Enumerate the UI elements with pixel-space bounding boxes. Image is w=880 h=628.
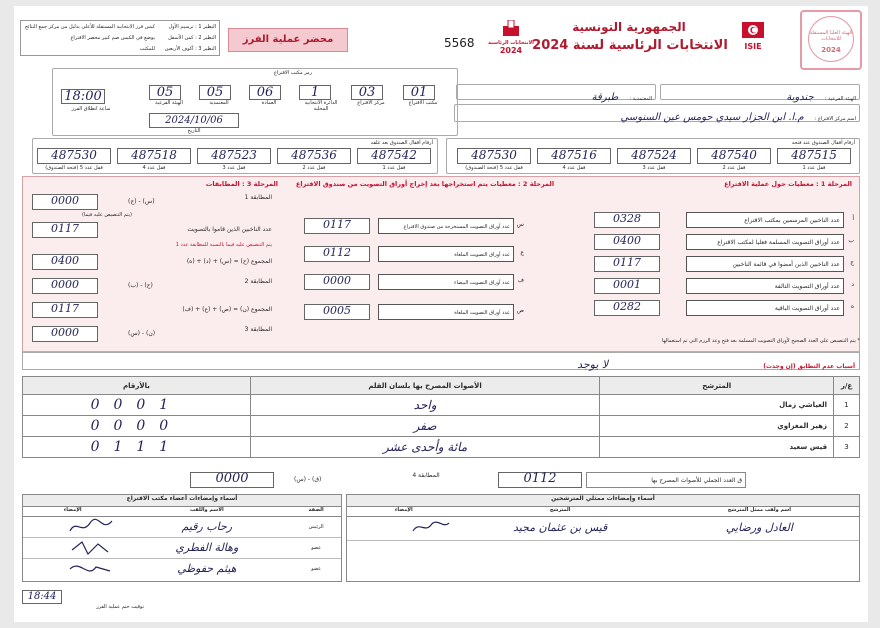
- rep-row: [347, 517, 859, 541]
- time-digits: [61, 89, 121, 104]
- match3-label: المطابقة 3: [244, 326, 272, 333]
- stage3-title: المرحلة 3 : المطابقات: [205, 180, 278, 188]
- candidate-digits[interactable]: 0000: [23, 416, 251, 437]
- stage2-row: [304, 304, 524, 320]
- form-title-box: [228, 28, 348, 52]
- candidate-number: 1: [834, 395, 860, 416]
- election-logo: [488, 20, 534, 64]
- legend-line: النظير 1 : ترسيم الأول: [168, 24, 216, 30]
- municipality-row: [456, 84, 656, 103]
- stage1-value[interactable]: 0282: [594, 300, 660, 316]
- center-label: اسم مركز الاقتراع :: [814, 116, 856, 122]
- code-digit[interactable]: 01: [403, 85, 435, 100]
- seal-right-label: قفل عدد 4: [562, 165, 586, 171]
- code-field-2: [299, 85, 343, 112]
- match1-formula: (ج) - (س): [128, 198, 155, 205]
- location-block: [454, 84, 860, 126]
- seal-right[interactable]: 487530: [457, 148, 531, 164]
- match1-label: المطابقة 1: [244, 194, 272, 201]
- code-field-3: [249, 85, 289, 106]
- match2-formula: (ب) - (ح): [128, 282, 153, 289]
- candidate-words[interactable]: مائة وأحدى عشر: [250, 437, 600, 458]
- col-digits: بالأرقام: [23, 377, 251, 395]
- center-row: [454, 104, 860, 122]
- code-field-4: [199, 85, 239, 106]
- seal-right[interactable]: 487524: [617, 148, 691, 164]
- code-digit[interactable]: 1: [299, 85, 331, 100]
- stage2-label: عدد أوراق التصويت الملغاة: [378, 246, 514, 262]
- code-label: العمادة: [261, 100, 277, 106]
- seal-left[interactable]: 487523: [197, 148, 271, 164]
- code-label: المعتمدية: [209, 100, 229, 106]
- stage2-value[interactable]: 0005: [304, 304, 370, 320]
- col-rep: اسم ولقب ممثل المترشح: [727, 507, 791, 513]
- sum2-value[interactable]: 0117: [32, 302, 98, 318]
- date-value[interactable]: 2024/10/06: [149, 113, 239, 128]
- seal-left[interactable]: 487536: [277, 148, 351, 164]
- seals-right-caption: أرقام أقفال الصندوق عند فتحه: [791, 140, 855, 146]
- stage2-label: عدد أوراق التصويت المستخرجة من صندوق الاقتراع: [378, 218, 514, 234]
- member-role: عضو: [311, 566, 322, 572]
- stage2-label: عدد أوراق التصويت الملغاة: [378, 304, 514, 320]
- reps-header: [347, 507, 859, 517]
- col-name: الاسم واللقب: [190, 507, 224, 513]
- stage1-title: المرحلة 1 : معطيات حول عملية الاقتراع: [724, 180, 852, 188]
- candidate-name: زهير المغزاوي: [600, 416, 834, 437]
- table-row: [23, 437, 860, 458]
- code-label: الهيئة الفرعية: [155, 100, 183, 106]
- stage1-label: عدد الناخبين الذين أمضوا في قائمة الناخبين: [686, 256, 844, 272]
- stage2-value[interactable]: 0000: [304, 274, 370, 290]
- code-digit[interactable]: 05: [149, 85, 181, 100]
- signature-scribble: [401, 517, 461, 537]
- signature-scribble: [62, 517, 122, 537]
- match1-hint: (يتم التنصيص عليه فيما): [82, 212, 132, 218]
- stage1-label: عدد أوراق التصويت التالفة: [686, 278, 844, 294]
- stamp-year: 2024: [821, 46, 841, 54]
- stage1-code: ه: [850, 303, 854, 310]
- seal-right[interactable]: 487540: [697, 148, 771, 164]
- signatures-office: [22, 494, 342, 582]
- code-digit[interactable]: 03: [351, 85, 383, 100]
- col-candidate: المترشح: [600, 377, 834, 395]
- stage1-row: [594, 212, 854, 228]
- seal-left[interactable]: 487518: [117, 148, 191, 164]
- stage1-row: [594, 256, 854, 272]
- rep-name[interactable]: العادل ورضايي: [725, 521, 793, 534]
- date-caption: التاريخ: [187, 128, 201, 134]
- total-label: [586, 472, 746, 488]
- rep-signature[interactable]: [347, 517, 461, 540]
- code-field-5: [149, 85, 189, 106]
- stage1-value[interactable]: 0117: [594, 256, 660, 272]
- stage1-label: عدد أوراق التصويت الباقية: [686, 300, 844, 316]
- remarks-row: [22, 352, 860, 370]
- end-time-label: توقيت ختم عملية الفرز: [96, 604, 144, 610]
- match3-value[interactable]: 0000: [32, 326, 98, 342]
- member-signature[interactable]: [23, 517, 122, 537]
- stage2-row: [304, 246, 524, 262]
- seals-left-block: [32, 138, 438, 174]
- seal-right-label: قفل عدد 2: [722, 165, 746, 171]
- stage2-row: [304, 274, 524, 290]
- col-number: ع/ر: [834, 377, 860, 395]
- time-value[interactable]: 18:00: [61, 89, 105, 104]
- stage2-title: المرحلة 2 : معطيات يتم استخراجها بعد إخراج أوراق التصويت من صندوق الاقتراع: [295, 180, 555, 188]
- candidate-words[interactable]: واحد: [250, 395, 600, 416]
- form-number: 5568: [444, 36, 475, 50]
- match4-formula: (س) - (ق): [294, 476, 322, 483]
- seal-left-label: قفل عدد 1: [382, 165, 406, 171]
- signatures-reps: [346, 494, 860, 582]
- stage1-value[interactable]: 0328: [594, 212, 660, 228]
- election-title: الانتخابات الرئاسية لسنة 2024: [532, 38, 728, 53]
- sub-authority-value[interactable]: جندوبة: [786, 92, 814, 103]
- signature-scribble: [62, 538, 122, 558]
- time-field: [61, 89, 121, 112]
- seal-left[interactable]: 487530: [37, 148, 111, 164]
- match2-value[interactable]: 0000: [32, 278, 98, 294]
- date-field: [149, 113, 239, 134]
- candidates-header: [23, 377, 860, 395]
- stage2-label: عدد أوراق التصويت البيضاء: [378, 274, 514, 290]
- sum-value[interactable]: 0400: [32, 254, 98, 270]
- member-name[interactable]: هيثم حفوظي: [177, 562, 237, 575]
- seal-right[interactable]: 487515: [777, 148, 851, 164]
- stage2-row: [304, 218, 524, 234]
- member-name[interactable]: رحاب رقيم: [181, 520, 233, 533]
- member-row: [23, 559, 341, 580]
- candidate-words[interactable]: صفر: [250, 416, 600, 437]
- stamp-text: الهيئة العليا المستقلة للانتخابات: [809, 30, 853, 42]
- member-role: عضو: [311, 545, 322, 551]
- legend-note: للمكتب: [139, 46, 155, 52]
- sum2-label: المجموع (ن) = (ص) + (ع) + (ف): [182, 306, 272, 313]
- end-time-value[interactable]: 18:44: [22, 590, 62, 604]
- seal-right-label: قفل عدد 5 (فتحة الصندوق): [465, 165, 523, 171]
- total-value[interactable]: 0112: [498, 472, 582, 488]
- seal-left-label: قفل عدد 5 (فتحة الصندوق): [45, 165, 103, 171]
- candidate-number: 2: [834, 416, 860, 437]
- isie-label: ISIE: [744, 42, 762, 51]
- legend-line: النظير 2 : كمن الأسفل: [168, 35, 216, 41]
- code-label: مركز الاقتراع: [357, 100, 385, 106]
- member-row: [23, 538, 341, 559]
- code-label: مكتب الاقتراع: [408, 100, 438, 106]
- stage3-block: [28, 192, 278, 342]
- stage1-row: [594, 300, 854, 316]
- table-row: [23, 416, 860, 437]
- code-digit[interactable]: 06: [249, 85, 281, 100]
- candidates-table: [22, 376, 860, 458]
- voters-value[interactable]: 0117: [32, 222, 98, 238]
- municipality-label: المعتمدية :: [629, 96, 652, 102]
- match3-formula: (س) - (ن): [128, 330, 156, 337]
- candidate-name: العياشي زمال: [600, 395, 834, 416]
- code-field-1: [351, 85, 391, 106]
- left-legend-box: [20, 20, 220, 56]
- stage1-value[interactable]: 0400: [594, 234, 660, 250]
- legend-note: يوضع في الكيس صم كبير محضر الاقتراع: [70, 35, 155, 41]
- reps-title: أسماء وإمضاءات ممثلي المترشحين: [347, 495, 859, 507]
- member-signature[interactable]: [23, 559, 122, 580]
- candidate-name: قيس سعيد: [600, 437, 834, 458]
- code-digit[interactable]: 05: [199, 85, 231, 100]
- seal-right[interactable]: 487516: [537, 148, 611, 164]
- isie-logo: [734, 22, 772, 62]
- stage1-code: د: [851, 281, 854, 288]
- seals-right-block: [446, 138, 860, 174]
- stage1-code: ج: [850, 259, 854, 266]
- col-candidate: المترشح: [549, 507, 571, 513]
- remarks-note: * يتم التنصيص على العدد الصحيح لأوراق التصويت المسلمة بعد فتح وعد الرزم التي تم استعمالها: [661, 338, 860, 344]
- code-label: الدائرة الانتخابية المحلية: [304, 100, 338, 112]
- center-value[interactable]: م.ا. ابن الجزار سيدي حومس عين السنوسي: [620, 112, 804, 123]
- country-name: الجمهورية التونسية: [572, 20, 686, 34]
- sub-authority-row: [660, 84, 860, 103]
- stage2-code: ف: [517, 277, 524, 284]
- stage1-value[interactable]: 0001: [594, 278, 660, 294]
- official-stamp: [800, 10, 862, 70]
- stage2-value[interactable]: 0112: [304, 246, 370, 262]
- match4-label: المطابقة 4: [412, 472, 440, 479]
- seal-left[interactable]: 487542: [357, 148, 431, 164]
- seal-left-label: قفل عدد 3: [222, 165, 246, 171]
- candidate-number: 3: [834, 437, 860, 458]
- ballot-icon: [501, 20, 521, 36]
- col-signature: الإمضاء: [394, 507, 413, 513]
- office-title: أسماء وإمضاءات أعضاء مكتب الاقتراع: [23, 495, 341, 507]
- member-row: [23, 517, 341, 538]
- remarks-value[interactable]: لا يوجد: [577, 358, 609, 371]
- total-text: العدد الجملي للأصوات المصرح بها: [651, 477, 736, 484]
- stage2-code: ص: [516, 307, 524, 314]
- office-codes-block: [52, 68, 458, 136]
- form-title: محضر عملية الفرز: [242, 34, 334, 45]
- stage1-row: [594, 234, 854, 250]
- office-codes-caption: رمز مكتب الاقتراع: [273, 70, 313, 76]
- total-code: ق: [737, 477, 742, 484]
- stage3-note: يتم التنصيص عليه فيما بالنسبة للمطابقة عدد 1: [175, 242, 272, 248]
- time-caption: ساعة انطلاق الفرز: [71, 106, 111, 112]
- legend-line: النظير 3 : أكوف الأربعين: [164, 46, 216, 52]
- sum-label: المجموع (ح) = (س) + (د) + (ه): [186, 258, 272, 265]
- member-name[interactable]: وهالة الفطري: [175, 541, 239, 554]
- municipality-value[interactable]: طبرقة: [591, 92, 619, 103]
- rep-candidate[interactable]: قيس بن عثمان مجيد: [513, 521, 608, 534]
- stage1-code: ب: [848, 237, 854, 244]
- col-words: الأصوات المصرح بها بلسان القلم: [250, 377, 600, 395]
- legend-note: كيس فرز الانتخابية المستقلة للأعلى بدليل من مركز جمع النتائج: [24, 24, 155, 30]
- stage2-code: س: [516, 221, 524, 228]
- member-role: الرئيس: [308, 524, 324, 530]
- signature-scribble: [62, 559, 122, 579]
- office-header: [23, 507, 341, 517]
- stage1-row: [594, 278, 854, 294]
- seal-left-label: قفل عدد 4: [142, 165, 166, 171]
- seals-left-caption: أرقام أقفال الصندوق بعد غلقه: [370, 140, 433, 146]
- logo-text: الانتخابات الرئاسية: [488, 40, 534, 46]
- candidate-digits[interactable]: 0001: [23, 395, 251, 416]
- match4-value[interactable]: 0000: [190, 472, 274, 488]
- stage1-label: عدد الناخبين المرسمين بمكتب الاقتراع: [686, 212, 844, 228]
- seal-right-label: قفل عدد 3: [642, 165, 666, 171]
- col-signature: الإمضاء: [63, 507, 82, 513]
- table-row: [23, 395, 860, 416]
- col-role: الصفة: [308, 507, 324, 513]
- form-sheet: [14, 6, 868, 622]
- match2-label: المطابقة 2: [244, 278, 272, 285]
- logo-year: 2024: [499, 46, 523, 55]
- code-field-0: [403, 85, 443, 106]
- match1-value[interactable]: 0000: [32, 194, 98, 210]
- seal-right-label: قفل عدد 1: [802, 165, 826, 171]
- seal-left-label: قفل عدد 2: [302, 165, 326, 171]
- sub-authority-label: الهيئة الفرعية :: [824, 96, 856, 102]
- stage1-code: أ: [852, 215, 854, 222]
- member-signature[interactable]: [23, 538, 122, 558]
- stage2-value[interactable]: 0117: [304, 218, 370, 234]
- stage1-label: عدد أوراق التصويت المسلمة فعليا لمكتب الاقتراع: [686, 234, 844, 250]
- voters-label: عدد الناخبين الذين قاموا بالتصويت: [187, 226, 272, 233]
- candidate-digits[interactable]: 0111: [23, 437, 251, 458]
- remarks-label: أسباب عدم التطابق (إن وجدت): [763, 363, 855, 370]
- flag-icon: [742, 22, 764, 38]
- stage2-code: ع: [520, 249, 524, 256]
